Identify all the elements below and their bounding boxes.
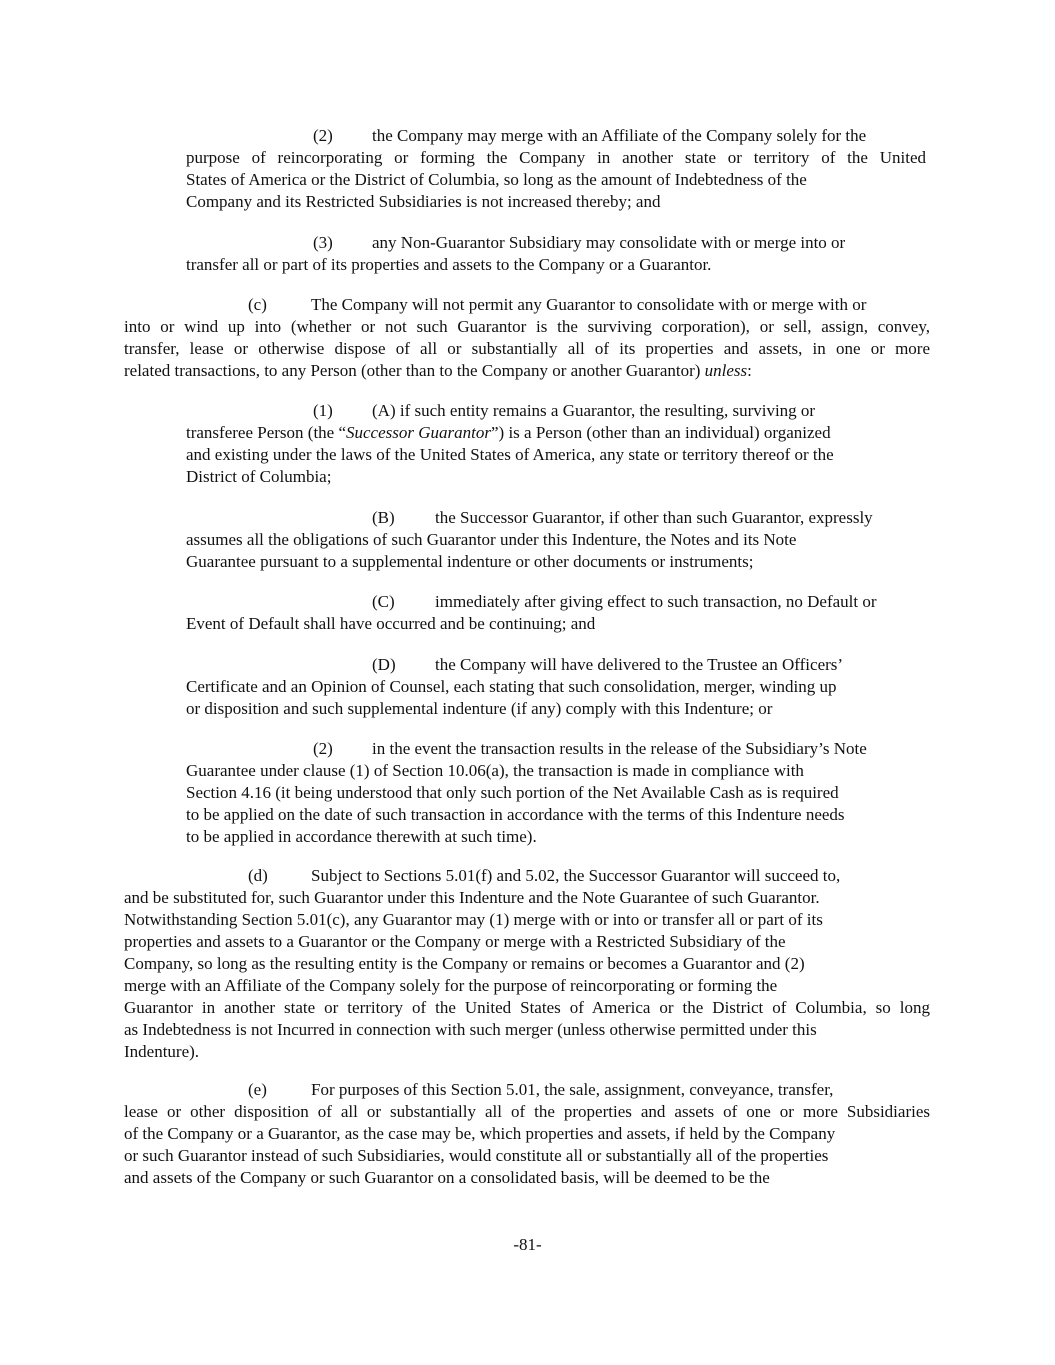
- clause-marker: (D): [372, 655, 396, 674]
- clause-c1-c-no-default: [186, 591, 926, 635]
- clause-text: related transactions, to any Person (other than to the Company or another Guarantor): [124, 361, 705, 380]
- clause-marker: (3): [313, 233, 333, 252]
- clause-text: Guarantee pursuant to a supplemental indenture or other documents or instruments;: [186, 552, 754, 571]
- clause-text: Guarantor in another state or territory of the United States of America or the District of Columbia, so long: [124, 998, 930, 1017]
- clause-text: in the event the transaction results in the release of the Subsidiary’s Note: [372, 739, 867, 758]
- clause-text: Company, so long as the resulting entity is the Company or remains or becomes a Guarantor and (2): [124, 954, 805, 973]
- clause-c2-release-note-guarantee: [186, 738, 926, 848]
- clause-text: Certificate and an Opinion of Counsel, each stating that such consolidation, merger, winding up: [186, 677, 837, 696]
- clause-text: to be applied on the date of such transaction in accordance with the terms of this Indenture needs: [186, 805, 845, 824]
- clause-text: assumes all the obligations of such Guarantor under this Indenture, the Notes and its Note: [186, 530, 797, 549]
- section-d-successor-substitution: [124, 865, 930, 1063]
- clause-text: lease or other disposition of all or substantially all of the properties and assets of one or more Subsidiaries: [124, 1102, 930, 1121]
- page-number: -81-: [513, 1235, 542, 1254]
- section-e-deemed-transfer: [124, 1079, 930, 1189]
- clause-marker: (2): [313, 739, 333, 758]
- clause-text: into or wind up into (whether or not such Guarantor is the surviving corporation), or sell, assign, convey,: [124, 317, 930, 336]
- emphasis-text: unless: [704, 361, 748, 380]
- clause-text: the Company will have delivered to the Trustee an Officers’: [435, 655, 844, 674]
- clause-text: the Company may merge with an Affiliate of the Company solely for the: [372, 126, 867, 145]
- section-c-guarantor-merger: [124, 294, 930, 382]
- clause-marker: (1): [313, 401, 333, 420]
- clause-text: :: [747, 361, 752, 380]
- defined-term: Successor Guarantor: [346, 423, 491, 442]
- clause-marker: (c): [248, 295, 267, 314]
- clause-text: For purposes of this Section 5.01, the sale, assignment, conveyance, transfer,: [311, 1080, 834, 1099]
- clause-c1-d-officers-certificate: [186, 654, 926, 720]
- clause-text: the Successor Guarantor, if other than such Guarantor, expressly: [435, 508, 873, 527]
- clause-text: and assets of the Company or such Guarantor on a consolidated basis, will be deemed to be the: [124, 1168, 770, 1187]
- clause-text: any Non-Guarantor Subsidiary may consolidate with or merge into or: [372, 233, 846, 252]
- clause-text: Indenture).: [124, 1042, 200, 1061]
- clause-marker: (e): [248, 1080, 267, 1099]
- clause-2-merge-affiliate: [186, 125, 926, 213]
- clause-marker: (d): [248, 866, 268, 885]
- clause-text: purpose of reincorporating or forming the Company in another state or territory of the United: [186, 148, 926, 167]
- clause-text: transfer all or part of its properties and assets to the Company or a Guarantor.: [186, 255, 712, 274]
- clause-text: Event of Default shall have occurred and be continuing; and: [186, 614, 596, 633]
- clause-text: merge with an Affiliate of the Company solely for the purpose of reincorporating or forming the: [124, 976, 778, 995]
- clause-text: ”) is a Person (other than an individual) organized: [490, 423, 831, 442]
- clause-text: District of Columbia;: [186, 467, 332, 486]
- clause-text: and be substituted for, such Guarantor under this Indenture and the Note Guarantee of such Guarantor.: [124, 888, 820, 907]
- clause-text: Company and its Restricted Subsidiaries is not increased thereby; and: [186, 192, 661, 211]
- clause-text: properties and assets to a Guarantor or the Company or merge with a Restricted Subsidiary of the: [124, 932, 786, 951]
- clause-text: of the Company or a Guarantor, as the case may be, which properties and assets, if held by the Company: [124, 1124, 836, 1143]
- clause-c1-b-assumes-obligations: [186, 507, 926, 573]
- clause-text: transfer, lease or otherwise dispose of all or substantially all of its properties and assets, in one or more: [124, 339, 930, 358]
- clause-3-non-guarantor: [186, 232, 926, 276]
- clause-text: to be applied in accordance therewith at such time).: [186, 827, 537, 846]
- clause-text: transferee Person (the “: [186, 423, 347, 442]
- clause-text: (A) if such entity remains a Guarantor, the resulting, surviving or: [372, 401, 816, 420]
- clause-text: Notwithstanding Section 5.01(c), any Guarantor may (1) merge with or into or transfer all or part of its: [124, 910, 823, 929]
- clause-marker: (2): [313, 126, 333, 145]
- clause-text: Guarantee under clause (1) of Section 10.06(a), the transaction is made in compliance with: [186, 761, 804, 780]
- clause-marker: (B): [372, 508, 395, 527]
- clause-text: States of America or the District of Columbia, so long as the amount of Indebtedness of the: [186, 170, 807, 189]
- clause-text: immediately after giving effect to such transaction, no Default or: [435, 592, 877, 611]
- clause-text: or such Guarantor instead of such Subsidiaries, would constitute all or substantially all of the properties: [124, 1146, 829, 1165]
- clause-text: or disposition and such supplemental indenture (if any) comply with this Indenture; or: [186, 699, 773, 718]
- clause-text: The Company will not permit any Guarantor to consolidate with or merge with or: [311, 295, 867, 314]
- clause-text: as Indebtedness is not Incurred in connection with such merger (unless otherwise permitted under this: [124, 1020, 817, 1039]
- clause-text: and existing under the laws of the United States of America, any state or territory thereof or the: [186, 445, 834, 464]
- clause-text: Subject to Sections 5.01(f) and 5.02, the Successor Guarantor will succeed to,: [311, 866, 841, 885]
- clause-c1-successor-guarantor: [186, 400, 926, 488]
- clause-marker: (C): [372, 592, 395, 611]
- clause-text: Section 4.16 (it being understood that only such portion of the Net Available Cash as is required: [186, 783, 839, 802]
